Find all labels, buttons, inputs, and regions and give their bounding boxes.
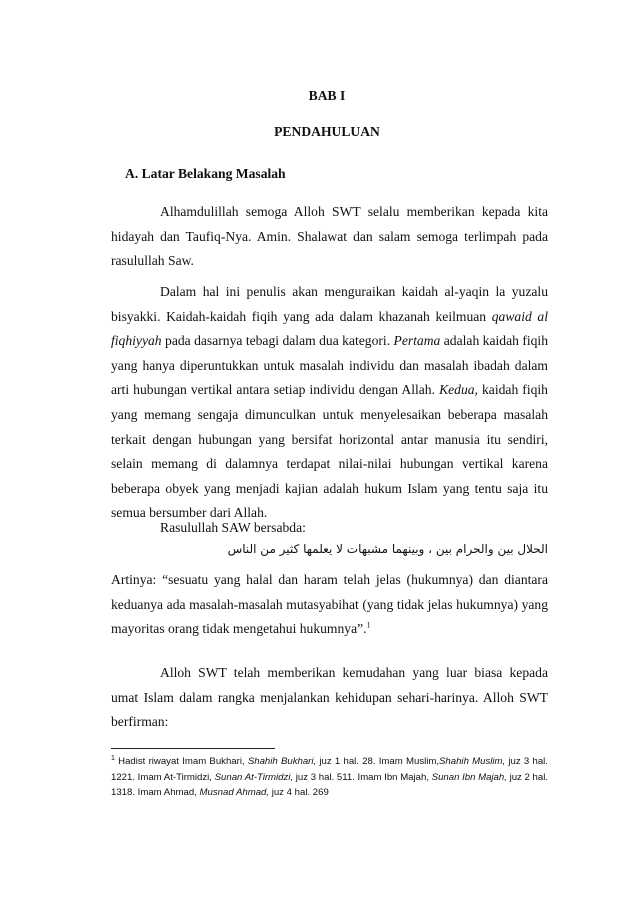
- book-title: Sunan Ibn Majah,: [431, 771, 507, 783]
- chapter-title: PENDAHULUAN: [274, 124, 380, 139]
- text-run: kaidah fiqih yang memang sengaja dimunculkan untuk menyelesaikan beberapa masalah terkait dengan hubungan yang bersifat horizontal antar manusia itu sendiri, selain memang di dalamnya terdapat nilai-nilai hubungan vertikal karena beberapa obyek yang menjadi kajian adalah hukum Islam yang tentu saja itu semua bersumber dari Allah.: [111, 382, 548, 521]
- text-run: juz 4 hal. 269: [269, 787, 329, 799]
- book-title: Sunan At-Tirmidzi,: [214, 771, 294, 783]
- text-run: Dalam hal ini penulis akan menguraikan kaidah al-yaqin la yuzalu bisyakki. Kaidah-kaidah fiqih yang ada dalam khazanah keilmuan: [111, 284, 548, 324]
- text-run: adalah kaidah fiqih yang hanya diperuntukkan untuk masalah individu dan masalah ibadah dalam arti hubungan vertikal antara setiap individu dengan Allah.: [111, 333, 548, 398]
- paragraph-sabda: Rasulullah SAW bersabda:: [160, 520, 306, 535]
- text-run: Hadist riwayat Imam Bukhari,: [114, 756, 248, 767]
- paragraph-translation: [111, 568, 548, 642]
- paragraph-intro: Alhamdulillah semoga Alloh SWT selalu memberikan kepada kita hidayah dan Taufiq-Nya. Amin. Shalawat dan salam semoga terlimpah pada rasulullah Saw.: [111, 204, 548, 269]
- paragraph-kemudahan: Alloh SWT telah memberikan kemudahan yang luar biasa kepada umat Islam dalam rangka menjalankan kehidupan sehari-harinya. Alloh SWT berfirman:: [111, 665, 548, 730]
- text-run: Artinya: “sesuatu yang halal dan haram telah jelas (hukumnya) dan diantara keduanya ada masalah-masalah mutasyabihat (yang tidak jelas hukumnya) yang mayoritas orang tidak mengetahui hukumnya”.: [111, 572, 548, 637]
- footnote: [111, 754, 548, 801]
- book-title: Musnad Ahmad,: [199, 787, 270, 799]
- italic-term: Kedua,: [439, 382, 478, 398]
- chapter-number: BAB I: [308, 88, 346, 103]
- footnote-number: 1: [111, 754, 115, 762]
- paragraph-kaidah: [111, 280, 548, 526]
- book-title: Shahih Muslim,: [439, 756, 506, 767]
- section-heading: A. Latar Belakang Masalah: [125, 166, 286, 181]
- text-run: juz 3 hal. 511. Imam Ibn Majah,: [293, 771, 432, 783]
- text-run: juz 1 hal. 28. Imam Muslim,: [316, 756, 440, 767]
- italic-term: qawaid al fiqhiyyah: [111, 308, 549, 349]
- footnote-separator: [111, 748, 275, 749]
- book-title: Shahih Bukhari,: [247, 756, 317, 767]
- text-run: pada dasarnya tebagi dalam dua kategori.: [161, 333, 394, 349]
- footnote-reference[interactable]: 1: [366, 620, 371, 630]
- arabic-hadith: الحلال بين والحرام بين ، وبينهما مشبهات لا يعلمها كثير من الناس: [227, 542, 548, 556]
- text-run: juz 2 hal. 1318. Imam Ahmad,: [111, 771, 548, 799]
- text-run: juz 3 hal. 1221. Imam At-Tirmidzi,: [111, 756, 548, 783]
- italic-term: Pertama: [393, 333, 441, 349]
